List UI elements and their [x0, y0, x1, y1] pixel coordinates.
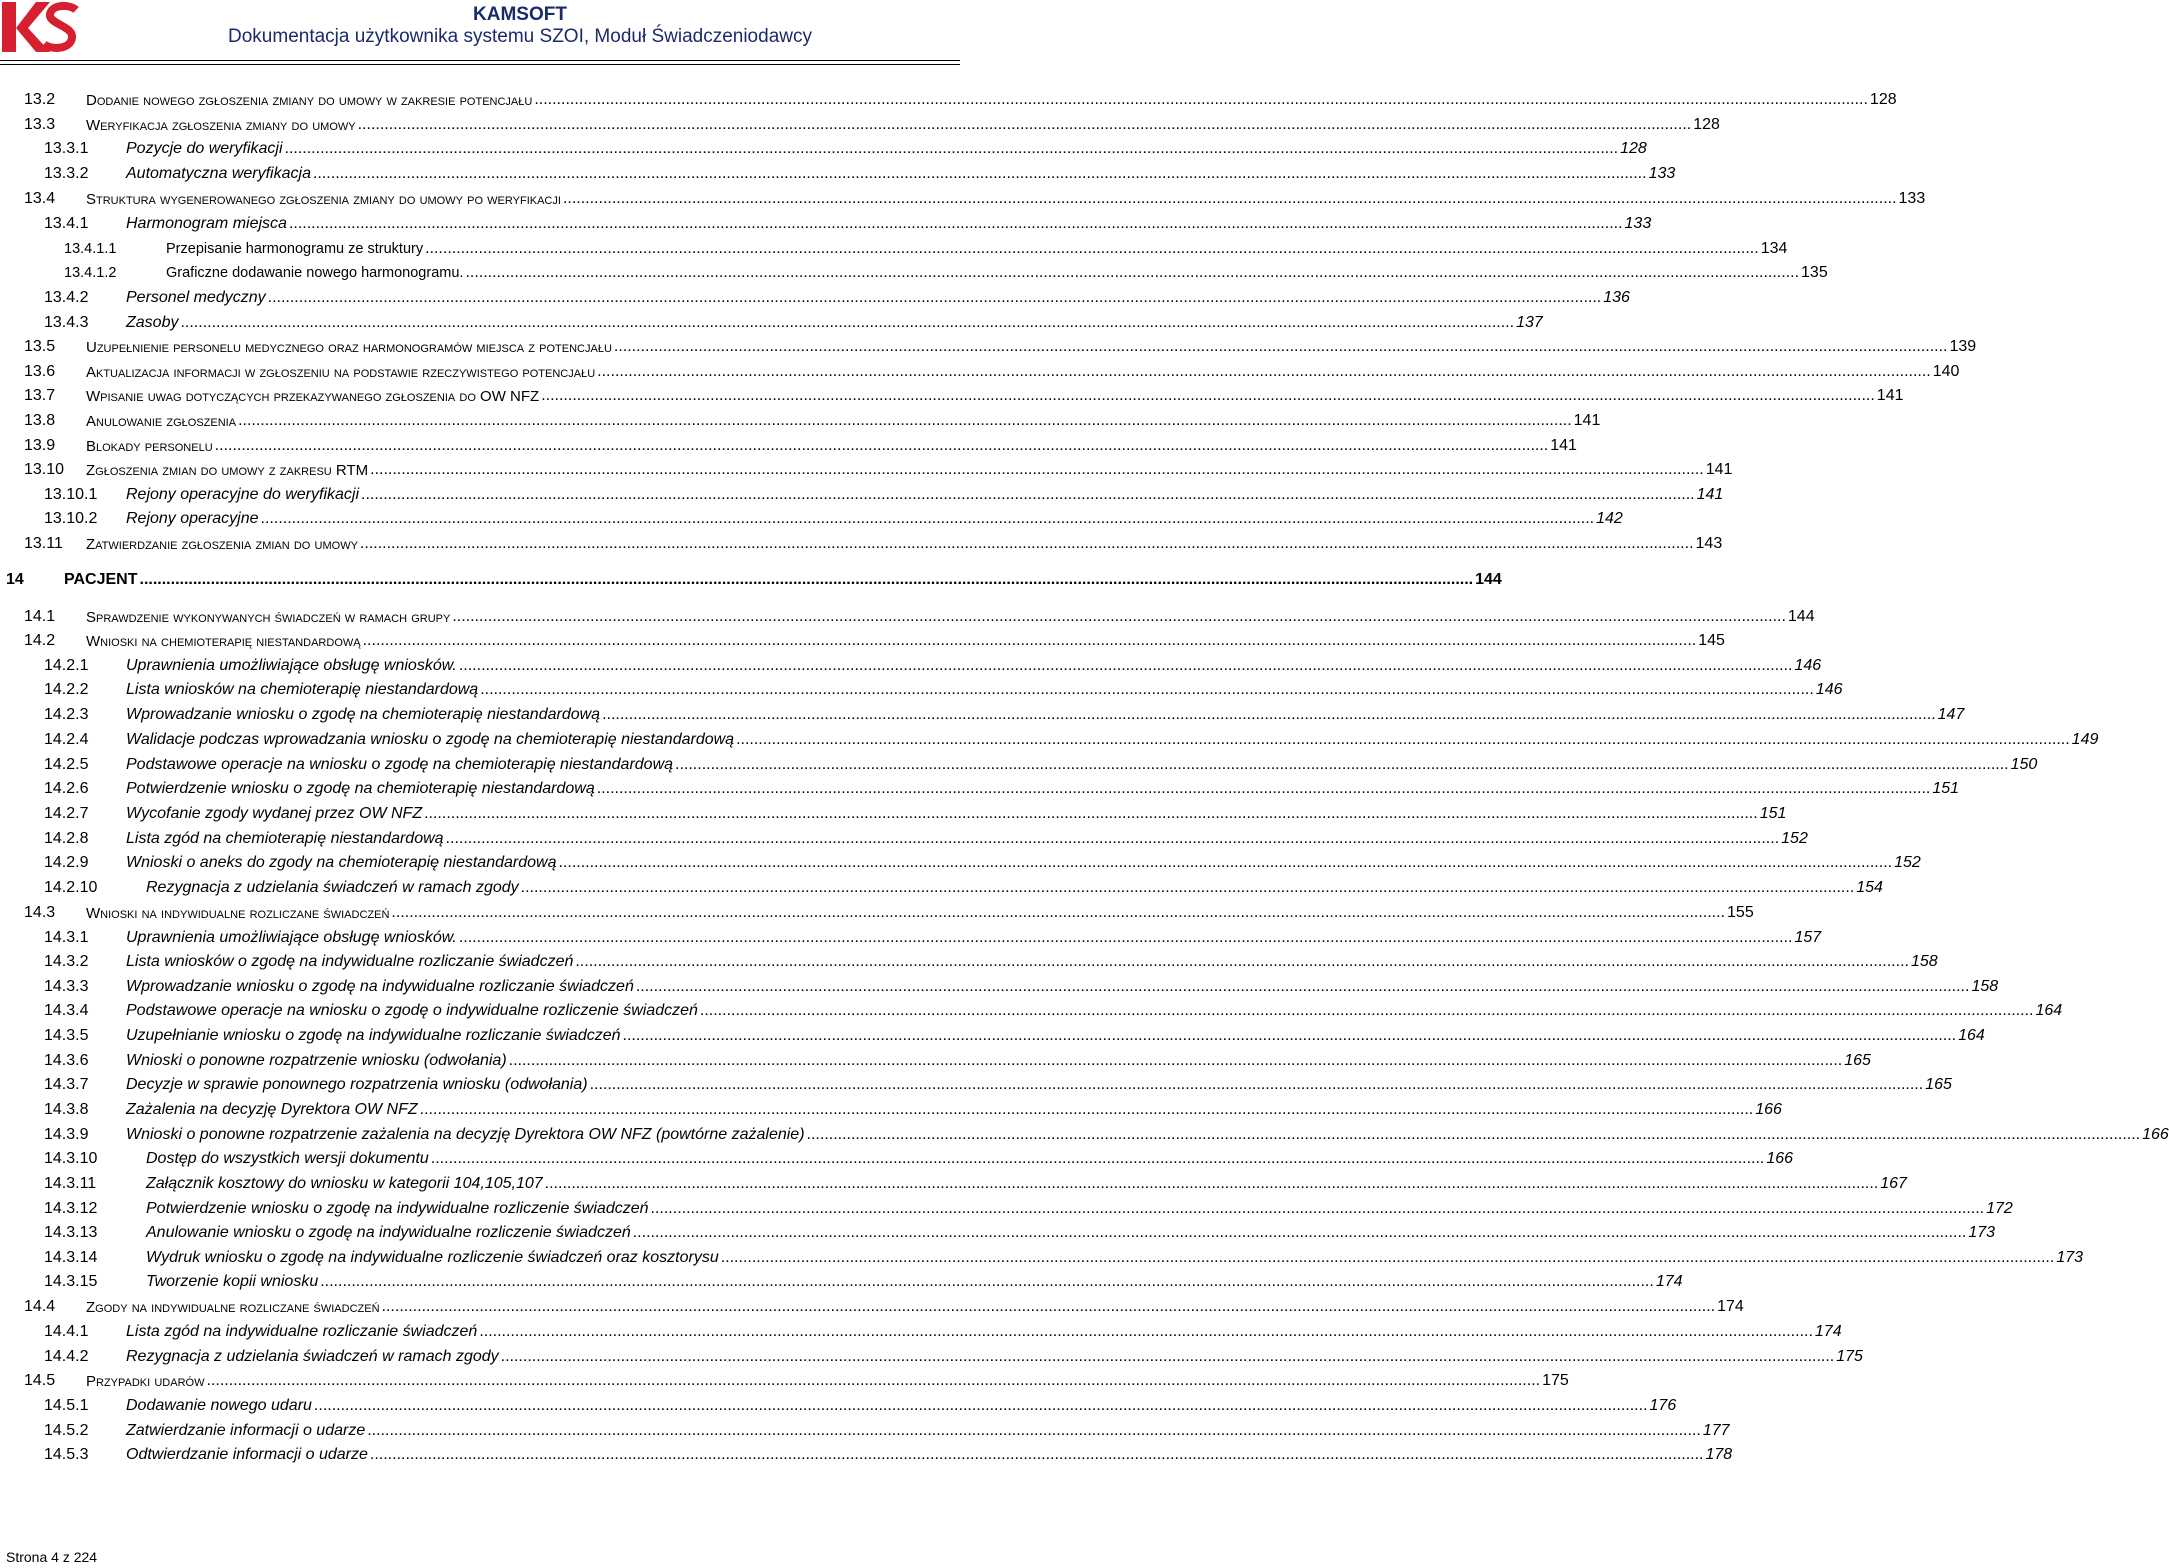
- toc-entry-number: 13.10.2: [44, 510, 98, 527]
- toc-entry-title: Anulowanie wniosku o zgodę na indywidualne rozliczenie świadczeń: [146, 1224, 631, 1241]
- toc-entry-page: 158: [1910, 953, 1938, 970]
- toc-entry-title: Sprawdzenie wykonywanych świadczeń w ramach grupy: [86, 608, 451, 626]
- toc-dot-leader: ............................................................................................................................................................................................................................................................................................................: [369, 1446, 1704, 1463]
- toc-entry-page: 165: [1925, 1076, 1952, 1093]
- toc-entry[interactable]: [0, 606, 1815, 628]
- toc-entry[interactable]: [0, 1074, 1952, 1096]
- toc-entry-page: 173: [2056, 1249, 2084, 1266]
- toc-entry-number: 14.3.7: [44, 1076, 89, 1093]
- toc-entry-page: 166: [2142, 1126, 2169, 1143]
- toc-dot-leader: ............................................................................................................................................................................................................................................................................................................: [452, 608, 1786, 625]
- toc-entry-title: Weryfikacja zgłoszenia zmiany do umowy: [86, 116, 356, 134]
- toc-entry[interactable]: [0, 1025, 1985, 1047]
- toc-entry[interactable]: [0, 287, 1630, 309]
- toc-dot-leader: ............................................................................................................................................................................................................................................................................................................: [359, 535, 1694, 552]
- toc-entry-number: 14.3.6: [44, 1052, 89, 1069]
- toc-entry-page: 143: [1695, 535, 1723, 552]
- toc-entry-page: 150: [2010, 756, 2038, 773]
- toc-entry-number: 14.2.10: [44, 879, 98, 896]
- toc-entry-title: Dostęp do wszystkich wersji dokumentu: [146, 1150, 429, 1167]
- toc-entry-title: Wnioski o ponowne rozpatrzenie wniosku (odwołania): [126, 1052, 507, 1069]
- toc-entry[interactable]: [0, 630, 1725, 652]
- toc-entry-number: 14.5: [24, 1372, 56, 1389]
- toc-entry-title: Wnioski o ponowne rozpatrzenie zażalenia na decyzję Dyrektora OW NFZ (powtórne zażalenie): [126, 1126, 805, 1143]
- toc-entry-page: 133: [1648, 165, 1676, 182]
- toc-entry-page: 128: [1869, 91, 1897, 108]
- toc-entry-page: 164: [2035, 1002, 2063, 1019]
- toc-entry-number: 14.2.8: [44, 830, 89, 847]
- toc-entry-number: 13.6: [24, 363, 56, 380]
- toc-dot-leader: ............................................................................................................................................................................................................................................................................................................: [720, 1249, 2055, 1266]
- toc-entry-page: 165: [1844, 1052, 1871, 1069]
- page-number: Strona 4 z 224: [6, 1549, 98, 1565]
- toc-entry-title: Wprowadzanie wniosku o zgodę na chemioterapię niestandardową: [126, 706, 601, 723]
- toc-dot-leader: ............................................................................................................................................................................................................................................................................................................: [391, 904, 1726, 921]
- toc-entry-page: 175: [1836, 1348, 1863, 1365]
- toc-entry-page: 149: [2071, 731, 2099, 748]
- toc-entry-title: Decyzje w sprawie ponownego rozpatrzenia wniosku (odwołania): [126, 1076, 588, 1093]
- toc-dot-leader: ............................................................................................................................................................................................................................................................................................................: [500, 1348, 1835, 1365]
- toc-dot-leader: ............................................................................................................................................................................................................................................................................................................: [458, 657, 1793, 674]
- toc-dot-leader: ............................................................................................................................................................................................................................................................................................................: [508, 1052, 1843, 1069]
- toc-entry-page: 151: [1932, 780, 1960, 797]
- toc-entry-number: 14.3.2: [44, 953, 89, 970]
- toc-dot-leader: ............................................................................................................................................................................................................................................................................................................: [357, 116, 1692, 133]
- toc-entry-title: Uzupełnienie personelu medycznego oraz harmonogramów miejsca z potencjału: [86, 338, 612, 356]
- toc-entry-page: 155: [1727, 904, 1754, 921]
- toc-entry[interactable]: [0, 778, 1960, 800]
- toc-entry-number: 14.2.4: [44, 731, 89, 748]
- toc-entry-number: 13.9: [24, 437, 56, 454]
- toc-entry-title: Zasoby: [126, 314, 179, 331]
- toc-entry[interactable]: [0, 655, 1822, 677]
- toc-entry-number: 14.3.11: [44, 1175, 97, 1192]
- toc-entry-number: 13.2: [24, 91, 56, 108]
- toc-entry-number: 13.10: [24, 461, 65, 478]
- toc-dot-leader: ............................................................................................................................................................................................................................................................................................................: [520, 879, 1855, 896]
- toc-entry[interactable]: [0, 262, 1828, 284]
- toc-entry-number: 14.2.3: [44, 706, 89, 723]
- toc-entry-title: Zatwierdzanie zgłoszenia zmian do umowy: [86, 535, 358, 553]
- toc-dot-leader: ............................................................................................................................................................................................................................................................................................................: [320, 1273, 1654, 1290]
- toc-dot-leader: ............................................................................................................................................................................................................................................................................................................: [260, 510, 1595, 527]
- toc-dot-leader: ............................................................................................................................................................................................................................................................................................................: [613, 338, 1948, 355]
- toc-dot-leader: ............................................................................................................................................................................................................................................................................................................: [465, 264, 1800, 281]
- toc-dot-leader: ............................................................................................................................................................................................................................................................................................................: [632, 1224, 1967, 1241]
- toc-dot-leader: ............................................................................................................................................................................................................................................................................................................: [544, 1175, 1879, 1192]
- toc-dot-leader: ............................................................................................................................................................................................................................................................................................................: [238, 412, 1572, 429]
- toc-entry-page: 158: [1971, 978, 1999, 995]
- toc-entry[interactable]: [0, 729, 2099, 751]
- toc-entry-page: 141: [1696, 486, 1724, 503]
- toc-entry-number: 13.5: [24, 338, 56, 355]
- toc-entry-title: Zgłoszenia zmian do umowy z zakresu RTM: [86, 461, 369, 479]
- toc-entry-title: Uprawnienia umożliwiające obsługę wniosków.: [126, 657, 457, 674]
- toc-entry-title: Uprawnienia umożliwiające obsługę wniosków.: [126, 929, 457, 946]
- toc-entry-title: Dodanie nowego zgłoszenia zmiany do umowy w zakresie potencjału: [86, 91, 533, 109]
- toc-entry-page: 137: [1516, 314, 1543, 331]
- toc-entry-number: 14.3.12: [44, 1200, 98, 1217]
- toc-entry[interactable]: [0, 213, 1652, 235]
- toc-entry-page: 166: [1766, 1150, 1794, 1167]
- toc-entry-number: 13.4.1: [44, 215, 89, 232]
- toc-entry-page: 174: [1655, 1273, 1683, 1290]
- toc-entry-number: 14.5.3: [44, 1446, 89, 1463]
- toc-entry-title: Podstawowe operacje na wniosku o zgodę o indywidualne rozliczenie świadczeń: [126, 1002, 698, 1019]
- toc-entry-title: Dodawanie nowego udaru: [126, 1397, 312, 1414]
- ks-logo-icon: [0, 0, 80, 56]
- header-divider: [0, 60, 960, 61]
- toc-entry-number: 13.3: [24, 116, 56, 133]
- toc-entry-title: Załącznik kosztowy do wniosku w kategorii 104,105,107: [146, 1175, 543, 1192]
- toc-dot-leader: ............................................................................................................................................................................................................................................................................................................: [480, 681, 1814, 698]
- toc-entry[interactable]: [0, 508, 1623, 530]
- toc-entry[interactable]: [0, 951, 1938, 973]
- toc-entry-page: 178: [1705, 1446, 1733, 1463]
- toc-entry-title: Tworzenie kopii wniosku: [146, 1273, 319, 1290]
- toc-entry-page: 154: [1856, 879, 1883, 896]
- toc-entry[interactable]: [0, 1370, 1569, 1392]
- toc-dot-leader: ............................................................................................................................................................................................................................................................................................................: [806, 1126, 2141, 1143]
- toc-dot-leader: ............................................................................................................................................................................................................................................................................................................: [313, 1397, 1648, 1414]
- toc-dot-leader: ............................................................................................................................................................................................................................................................................................................: [424, 805, 1758, 822]
- toc-entry-page: 145: [1698, 632, 1725, 649]
- toc-entry[interactable]: [0, 312, 1543, 334]
- toc-dot-leader: ............................................................................................................................................................................................................................................................................................................: [602, 706, 1936, 723]
- toc-entry[interactable]: [0, 1296, 1744, 1318]
- toc-entry-page: 151: [1759, 805, 1787, 822]
- toc-entry-page: 144: [1787, 608, 1815, 625]
- toc-entry-title: PACJENT: [64, 571, 138, 588]
- toc-entry-page: 175: [1542, 1372, 1569, 1389]
- toc-entry-title: Rejony operacyjne do weryfikacji: [126, 486, 359, 503]
- toc-dot-leader: ............................................................................................................................................................................................................................................................................................................: [589, 1076, 1924, 1093]
- toc-entry-title: Lista zgód na chemioterapię niestandardową: [126, 830, 444, 847]
- toc-entry-number: 14.3.13: [44, 1224, 98, 1241]
- toc-entry[interactable]: [0, 1099, 1782, 1121]
- toc-entry[interactable]: [0, 1000, 2063, 1022]
- toc-entry-number: 14.2.1: [44, 657, 89, 674]
- toc-dot-leader: ............................................................................................................................................................................................................................................................................................................: [736, 731, 2070, 748]
- document-subtitle: Dokumentacja użytkownika systemu SZOI, Moduł Świadczeniodawcy: [228, 26, 812, 47]
- toc-entry-number: 14.2.6: [44, 780, 89, 797]
- toc-entry-number: 13.11: [24, 535, 63, 552]
- toc-entry-title: Personel medyczny: [126, 289, 266, 306]
- toc-entry[interactable]: [0, 927, 1822, 949]
- toc-entry[interactable]: [0, 1321, 1842, 1343]
- toc-entry[interactable]: [0, 1124, 2169, 1146]
- toc-dot-leader: ............................................................................................................................................................................................................................................................................................................: [425, 240, 1759, 257]
- toc-entry-number: 14.3.10: [44, 1150, 98, 1167]
- toc-entry-title: Wycofanie zgody wydanej przez OW NFZ: [126, 805, 423, 822]
- toc-entry-number: 13.3.2: [44, 165, 89, 182]
- toc-entry-number: 14.3.9: [44, 1126, 89, 1143]
- toc-entry-page: 128: [1693, 116, 1720, 133]
- toc-entry-number: 14.3.14: [44, 1249, 98, 1266]
- toc-entry-page: 141: [1705, 461, 1733, 478]
- toc-entry-number: 14.5.1: [44, 1397, 89, 1414]
- toc-entry-page: 146: [1794, 657, 1822, 674]
- toc-entry-number: 13.4.1.1: [64, 241, 117, 257]
- toc-dot-leader: ............................................................................................................................................................................................................................................................................................................: [381, 1298, 1716, 1315]
- toc-entry-number: 13.4.2: [44, 289, 89, 306]
- toc-entry-page: 152: [1781, 830, 1808, 847]
- toc-entry-number: 14.4.2: [44, 1348, 89, 1365]
- toc-entry-number: 14.2.9: [44, 854, 89, 871]
- toc-entry[interactable]: [0, 754, 2038, 776]
- toc-entry-title: Wprowadzanie wniosku o zgodę na indywidualne rozliczanie świadczeń: [126, 978, 634, 995]
- toc-entry[interactable]: [0, 533, 1723, 555]
- toc-entry-page: 166: [1755, 1101, 1782, 1118]
- toc-entry-number: 14.3.3: [44, 978, 89, 995]
- toc-dot-leader: ............................................................................................................................................................................................................................................................................................................: [362, 632, 1697, 649]
- toc-entry[interactable]: [0, 1444, 1733, 1466]
- toc-dot-leader: ............................................................................................................................................................................................................................................................................................................: [534, 91, 1868, 108]
- toc-entry[interactable]: [0, 435, 1577, 457]
- toc-entry-number: 14.2.7: [44, 805, 89, 822]
- toc-dot-leader: ............................................................................................................................................................................................................................................................................................................: [430, 1150, 1765, 1167]
- toc-entry-page: 141: [1876, 387, 1904, 404]
- toc-entry-title: Przypadki udarów: [86, 1372, 205, 1390]
- toc-entry-page: 146: [1815, 681, 1843, 698]
- toc-entry-page: 141: [1550, 437, 1577, 454]
- toc-entry-page: 152: [1894, 854, 1921, 871]
- toc-entry-title: Harmonogram miejsca: [126, 215, 287, 232]
- toc-entry-page: 174: [1814, 1323, 1842, 1340]
- toc-entry[interactable]: [0, 1271, 1683, 1293]
- toc-entry[interactable]: [0, 459, 1733, 481]
- toc-entry[interactable]: [0, 1420, 1730, 1442]
- toc-entry[interactable]: [0, 902, 1754, 924]
- toc-entry-title: Lista wniosków na chemioterapię niestandardową: [126, 681, 479, 698]
- toc-dot-leader: ............................................................................................................................................................................................................................................................................................................: [267, 289, 1602, 306]
- toc-dot-leader: ............................................................................................................................................................................................................................................................................................................: [206, 1372, 1541, 1389]
- toc-dot-leader: ............................................................................................................................................................................................................................................................................................................: [622, 1027, 1957, 1044]
- toc-entry[interactable]: [0, 828, 1808, 850]
- toc-entry[interactable]: [0, 1222, 1996, 1244]
- toc-entry[interactable]: [0, 114, 1720, 136]
- toc-entry-page: 136: [1603, 289, 1630, 306]
- toc-entry[interactable]: [0, 138, 1647, 160]
- toc-entry-page: 141: [1573, 412, 1601, 429]
- toc-entry-title: Rezygnacja z udzielania świadczeń w ramach zgody: [126, 1348, 499, 1365]
- toc-entry-page: 140: [1932, 363, 1960, 380]
- toc-entry-number: 14.3.15: [44, 1273, 98, 1290]
- toc-entry-title: Wnioski na chemioterapię niestandardową: [86, 632, 361, 650]
- toc-dot-leader: ............................................................................................................................................................................................................................................................................................................: [139, 571, 1474, 588]
- toc-dot-leader: ............................................................................................................................................................................................................................................................................................................: [558, 854, 1893, 871]
- toc-entry-title: Aktualizacja informacji w zgłoszeniu na podstawie rzeczywistego potencjału: [86, 363, 596, 381]
- toc-entry-title: Zażalenia na decyzję Dyrektora OW NFZ: [126, 1101, 418, 1118]
- toc-dot-leader: ............................................................................................................................................................................................................................................................................................................: [288, 215, 1623, 232]
- toc-entry-number: 14.1: [24, 608, 56, 625]
- toc-entry-title: Automatyczna weryfikacja: [126, 165, 311, 182]
- toc-entry[interactable]: [0, 704, 1965, 726]
- toc-dot-leader: ............................................................................................................................................................................................................................................................................................................: [180, 314, 1515, 331]
- toc-entry-number: 14.5.2: [44, 1422, 89, 1439]
- toc-entry-page: 147: [1937, 706, 1965, 723]
- toc-entry-page: 157: [1794, 929, 1822, 946]
- toc-entry-title: Zatwierdzanie informacji o udarze: [126, 1422, 366, 1439]
- toc-entry-title: Potwierdzenie wniosku o zgodę na indywidualne rozliczenie świadczeń: [146, 1200, 649, 1217]
- toc-entry-title: Lista zgód na indywidualne rozliczanie świadczeń: [126, 1323, 478, 1340]
- toc-dot-leader: ............................................................................................................................................................................................................................................................................................................: [596, 780, 1931, 797]
- toc-entry-page: 177: [1702, 1422, 1730, 1439]
- toc-entry-title: Walidacje podczas wprowadzania wniosku o zgodę na chemioterapię niestandardową: [126, 731, 735, 748]
- toc-entry-number: 14.4: [24, 1298, 56, 1315]
- toc-dot-leader: ............................................................................................................................................................................................................................................................................................................: [650, 1200, 1985, 1217]
- toc-entry[interactable]: [0, 679, 1843, 701]
- toc-entry-number: 13.10.1: [44, 486, 98, 503]
- toc-entry-number: 14.2: [24, 632, 56, 649]
- header-divider-thin: [0, 64, 960, 65]
- toc-entry[interactable]: [0, 976, 1999, 998]
- toc-dot-leader: ............................................................................................................................................................................................................................................................................................................: [675, 756, 2009, 773]
- toc-entry-number: 13.7: [24, 387, 56, 404]
- toc-entry-title: Graficzne dodawanie nowego harmonogramu.: [166, 265, 464, 281]
- toc-dot-leader: ............................................................................................................................................................................................................................................................................................................: [370, 461, 1704, 478]
- toc-dot-leader: ............................................................................................................................................................................................................................................................................................................: [562, 190, 1897, 207]
- toc-entry-number: 14.3: [24, 904, 56, 921]
- toc-entry[interactable]: [0, 569, 1502, 591]
- toc-entry-title: Struktura wygenerowanego zgłoszenia zmiany do umowy po weryfikacji: [86, 190, 561, 208]
- toc-entry[interactable]: [0, 1148, 1794, 1170]
- toc-entry-number: 13.8: [24, 412, 56, 429]
- toc-entry-title: Lista wniosków o zgodę na indywidualne rozliczanie świadczeń: [126, 953, 574, 970]
- toc-entry-page: 133: [1898, 190, 1926, 207]
- toc-entry[interactable]: [0, 188, 1926, 210]
- toc-entry[interactable]: [0, 361, 1960, 383]
- toc-dot-leader: ............................................................................................................................................................................................................................................................................................................: [575, 953, 1909, 970]
- toc-dot-leader: ............................................................................................................................................................................................................................................................................................................: [597, 363, 1931, 380]
- toc-entry-title: Rezygnacja z udzielania świadczeń w ramach zgody: [146, 879, 519, 896]
- toc-entry[interactable]: [0, 89, 1897, 111]
- toc-entry-title: Anulowanie zgłoszenia: [86, 412, 237, 430]
- toc-entry-title: Uzupełnianie wniosku o zgodę na indywidualne rozliczanie świadczeń: [126, 1027, 621, 1044]
- toc-entry-title: Wnioski o aneks do zgody na chemioterapię niestandardową: [126, 854, 557, 871]
- toc-entry-title: Zgody na indywidualne rozliczane świadczeń: [86, 1298, 380, 1316]
- toc-dot-leader: ............................................................................................................................................................................................................................................................................................................: [367, 1422, 1701, 1439]
- toc-entry-number: 14: [6, 571, 24, 588]
- toc-entry-number: 13.4.1.2: [64, 265, 117, 281]
- toc-entry[interactable]: [0, 1395, 1677, 1417]
- toc-entry-page: 174: [1717, 1298, 1744, 1315]
- toc-entry[interactable]: [0, 1346, 1863, 1368]
- toc-dot-leader: ............................................................................................................................................................................................................................................................................................................: [214, 437, 1549, 454]
- toc-dot-leader: ............................................................................................................................................................................................................................................................................................................: [479, 1323, 1813, 1340]
- toc-entry[interactable]: [0, 1173, 1907, 1195]
- toc-entry-title: Odtwierdzanie informacji o udarze: [126, 1446, 368, 1463]
- toc-entry-number: 14.3.5: [44, 1027, 89, 1044]
- toc-entry[interactable]: [0, 385, 1904, 407]
- toc-entry-page: 144: [1475, 571, 1502, 588]
- toc-entry-title: Potwierdzenie wniosku o zgodę na chemioterapię niestandardową: [126, 780, 595, 797]
- toc-dot-leader: ............................................................................................................................................................................................................................................................................................................: [458, 929, 1793, 946]
- toc-dot-leader: ............................................................................................................................................................................................................................................................................................................: [635, 978, 1970, 995]
- toc-entry-number: 13.4.3: [44, 314, 89, 331]
- toc-entry[interactable]: [0, 163, 1676, 185]
- toc-entry-page: 167: [1880, 1175, 1907, 1192]
- toc-entry-page: 142: [1596, 510, 1623, 527]
- toc-entry-title: Wpisanie uwag dotyczących przekazywanego zgłoszenia do OW NFZ: [86, 387, 540, 405]
- toc-entry-title: Blokady personelu: [86, 437, 213, 455]
- toc-entry-page: 134: [1760, 240, 1788, 257]
- toc-entry[interactable]: [0, 852, 1921, 874]
- toc-entry-number: 13.4: [24, 190, 56, 207]
- toc-entry-page: 172: [1986, 1200, 2013, 1217]
- toc-entry-number: 14.3.1: [44, 929, 89, 946]
- toc-entry[interactable]: [0, 410, 1601, 432]
- toc-entry-number: 14.3.4: [44, 1002, 89, 1019]
- toc-entry-number: 13.3.1: [44, 140, 89, 157]
- toc-entry-page: 164: [1958, 1027, 1985, 1044]
- toc-dot-leader: ............................................................................................................................................................................................................................................................................................................: [361, 486, 1695, 503]
- toc-entry-number: 14.3.8: [44, 1101, 89, 1118]
- company-name: KAMSOFT: [473, 4, 567, 25]
- toc-entry[interactable]: [0, 336, 1977, 358]
- toc-entry[interactable]: [0, 1050, 1871, 1072]
- toc-entry-title: Wnioski na indywidualne rozliczane świadczeń: [86, 904, 390, 922]
- toc-entry-number: 14.4.1: [44, 1323, 89, 1340]
- toc-entry-title: Rejony operacyjne: [126, 510, 259, 527]
- toc-entry-title: Przepisanie harmonogramu ze struktury: [166, 241, 424, 257]
- toc-dot-leader: ............................................................................................................................................................................................................................................................................................................: [312, 165, 1647, 182]
- toc-entry[interactable]: [0, 484, 1724, 506]
- toc-entry[interactable]: [0, 1247, 2084, 1269]
- toc-entry-page: 139: [1949, 338, 1977, 355]
- toc-entry-title: Wydruk wniosku o zgodę na indywidualne rozliczenie świadczeń oraz kosztorysu: [146, 1249, 719, 1266]
- toc-entry-page: 173: [1968, 1224, 1996, 1241]
- toc-entry-number: 14.2.5: [44, 756, 89, 773]
- toc-entry[interactable]: [0, 803, 1787, 825]
- toc-entry-title: Pozycje do weryfikacji: [126, 140, 283, 157]
- toc-dot-leader: ............................................................................................................................................................................................................................................................................................................: [541, 387, 1875, 404]
- toc-entry[interactable]: [0, 877, 1883, 899]
- toc-entry[interactable]: [0, 1198, 2013, 1220]
- toc-entry-number: 14.2.2: [44, 681, 89, 698]
- toc-entry[interactable]: [0, 238, 1788, 260]
- toc-entry-page: 128: [1620, 140, 1647, 157]
- toc-entry-page: 135: [1801, 264, 1828, 281]
- toc-entry-page: 176: [1649, 1397, 1677, 1414]
- toc-entry-page: 133: [1624, 215, 1652, 232]
- toc-dot-leader: ............................................................................................................................................................................................................................................................................................................: [419, 1101, 1754, 1118]
- toc-dot-leader: ............................................................................................................................................................................................................................................................................................................: [284, 140, 1619, 157]
- toc-dot-leader: ............................................................................................................................................................................................................................................................................................................: [445, 830, 1780, 847]
- toc-entry-title: Podstawowe operacje na wniosku o zgodę na chemioterapię niestandardową: [126, 756, 674, 773]
- toc-dot-leader: ............................................................................................................................................................................................................................................................................................................: [699, 1002, 2034, 1019]
